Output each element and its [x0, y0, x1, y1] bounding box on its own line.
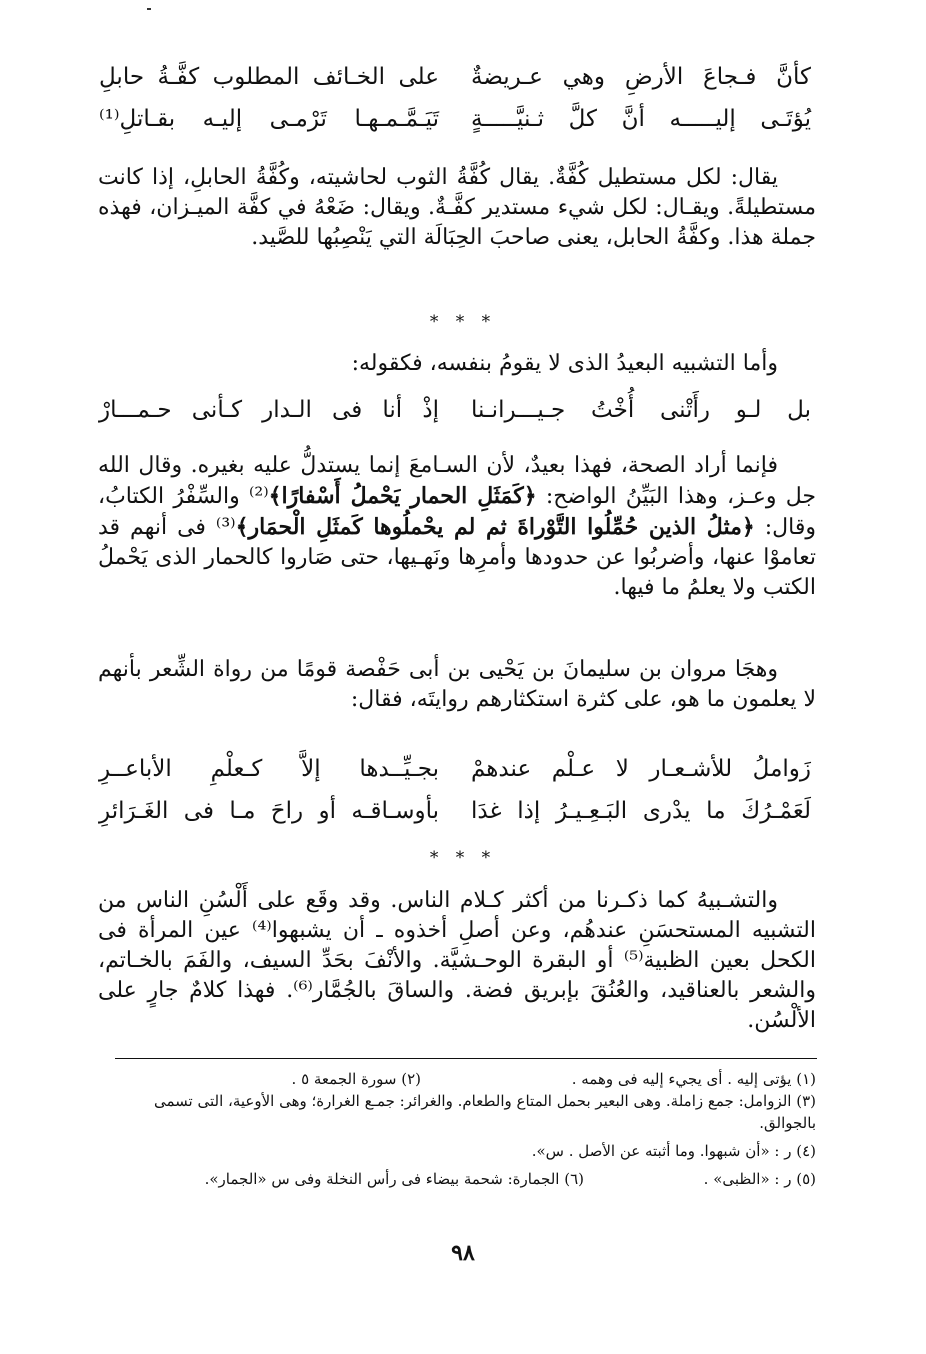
footnote-divider [115, 1058, 817, 1059]
verse-first-hemistich: يُؤتَـى إليـــــه أنَّ كلَّ ثـنيَّـــــةٍ [471, 106, 811, 132]
verse-line [99, 56, 811, 98]
scan-speck [147, 8, 151, 10]
footnotes [101, 1068, 816, 1190]
verse-second-hemistich: بأوسـاقـه أو راحَ مـا فى الغَـرَائرِ [99, 798, 439, 824]
paragraph-common-similes: والتشـبيهُ كما ذكـرنا من أكثر كـلام الناس. وقد وقَع على أَلْسُنِ الناس من التشبيه المستحسَنِ عندهُم، وعن أصلِ أخذوه ـ أن يشبهوا⁽⁴⁾ عين المرأة فى الكحل بعين الظبية⁽⁵⁾ أو البقرة الوحـشيَّة. والأنْفَ بحَدِّ السيف، والفَمَ بالخـاتم، والشعر بالعناقيد، والعُنُقَ بإبريق فضة. والساقَ بالجُمَّار⁽⁶⁾. فهذا كلامٌ جارٍ على الألْسُن. [98, 888, 816, 1033]
footnote: (٦) الجمارة: شحمة بيضاء فى رأس النخلة وفى س «الجمار». [204, 1170, 584, 1188]
section-separator: * * * [429, 312, 497, 332]
poem-2 [99, 389, 811, 431]
verse-first-hemistich: كأنَّ فـجاعَ الأرضِ وهي عـريضةٌ [471, 64, 811, 90]
footnote-ref: ⁽²⁾ [249, 484, 269, 509]
quran-quote: ﴿مثلُ الذين حُمِّلُوا التَّوْراةَ ثم لم يحْملُوها كَمثَلِ الْحمَار﴾ [235, 514, 755, 540]
section-separator: * * * [429, 848, 497, 868]
footnote: (١) يؤتى إليه . أى يجيء إليه فى وهمه . [571, 1070, 816, 1088]
text-segment: فإنما أراد الصحة، فهذا بعيدٌ، لأن السـامعَ إنما يستدلُّ عليه بغيره. وقال الله جل وعـز، وهذا البَيِّنُ الواضح: [98, 453, 816, 509]
verse-second-hemistich: إذْ أنا فى الـدار كـأنى حـمـــارْ [99, 397, 439, 423]
verse-first-hemistich: لَعَمْـرُكَ ما يدْرى البَـعِـيـرُ إذا غدَا [471, 798, 811, 824]
verse-second-hemistich: بجـيِّــدها إلاَّ كـعلْمِ الأباعــرِ [99, 756, 439, 782]
verse-line [99, 748, 811, 790]
paragraph-marwan: وهجَا مروان بن سليمانَ بن يَحْيى بن أبى حَفْصة قومًا من رواة الشِّعر بأنهم لا يعلمون ما هو، على كثرة استكثارهم روايتَه، فقال: [98, 657, 816, 712]
verse-second-hemistich: على الخـائف المطلوب كفَّـةُ حابلِ [99, 64, 439, 90]
page-number: ٩٨ [451, 1240, 475, 1266]
footnote-row [101, 1168, 816, 1190]
footnote-ref: ⁽³⁾ [215, 515, 236, 540]
footnote: (٥) ر : «الظبى» . [703, 1170, 816, 1188]
verse-line [99, 98, 811, 140]
text-segment: والسِّفْرُ الكتابُ، وقال: [98, 484, 816, 540]
footnote: (٣) الزوامل: جمع زاملة. وهى البعير بحمل المتاع والطعام. والغرائر: جمـع الغرارة؛ وهى الأوعية، التى تسمى بالجوالق. [153, 1092, 816, 1132]
footnote: (٤) ر : «أن شبهوا. وما أثبته عن الأصل . س». [531, 1142, 816, 1160]
footnote: (٢) سورة الجمعة ٥ . [291, 1070, 421, 1088]
footnote-row [101, 1068, 816, 1090]
verse-line [99, 790, 811, 832]
paragraph-quran-commentary [98, 451, 816, 603]
verse-second-hemistich: تَيَـمَّـمـهـا تَرْمـى إليـه بقـاتلِ⁽¹⁾ [99, 106, 439, 132]
text-segment: فى أنهم قد تعاموْا عنها، وأضربُوا عن حدودها وأمرِها ونَهـيها، حتى صَاروا كالحمار الذى يَحْملُ الكتب ولا يعلمُ ما فيها. [98, 515, 816, 600]
poem-1 [99, 56, 811, 140]
paragraph-remote-simile: وأما التشبيه البعيدُ الذى لا يقومُ بنفسه، فكقوله: [351, 351, 778, 376]
verse-first-hemistich: زَواملُ للأشـعـار لا عـلْم عندهمْ [471, 756, 811, 782]
verse-line [99, 389, 811, 431]
quran-quote: ﴿كَمَثَلِ الحمار يَحْملُ أَسْفارًا﴾ [268, 483, 537, 509]
paragraph-kuffa: يقال: لكل مستطيل كُفَّةٌ. يقال كُفَّةُ الثوب لحاشيته، وكُفَّةُ الحابلِ، إذا كانت مستطيلةً. ويقـال: لكل شيء مستدير كفَّـةٌ. ويقال: ضَعْهُ في كفَّة الميـزان، فهذه جملة هذا. وكفَّةُ الحابل، يعنى صاحبَ الحِبَالَة التي يَنْصِبُها للصَّيد. [98, 165, 816, 250]
poem-3 [99, 748, 811, 832]
verse-first-hemistich: بل لـو رأَتْنى أُخْتُ جـيـــرانـنا [471, 397, 811, 423]
